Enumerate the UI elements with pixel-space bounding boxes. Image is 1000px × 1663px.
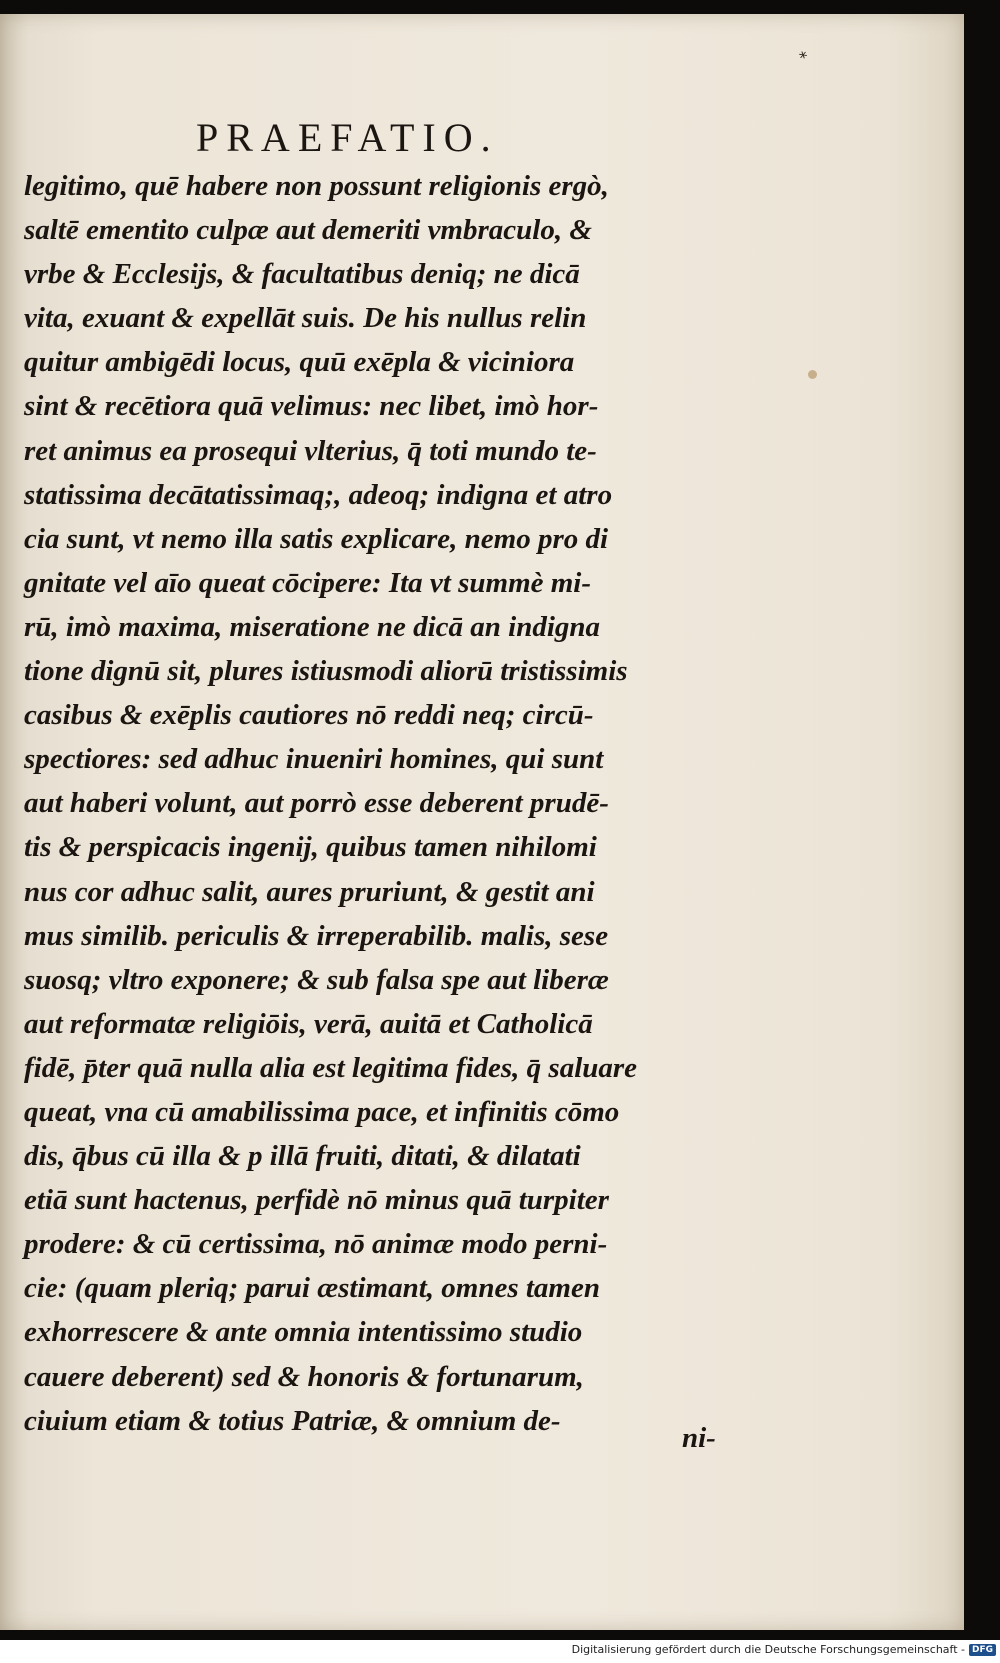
text-line: mus similib. periculis & irreperabilib. malis, sese bbox=[24, 919, 609, 952]
text-line: prodere: & cū certissima, nō animæ modo perni- bbox=[24, 1228, 608, 1261]
text-line: etiā sunt hactenus, perfidè nō minus quā turpiter bbox=[24, 1184, 609, 1217]
dfg-logo: DFG bbox=[969, 1644, 996, 1656]
text-line: saltē ementito culpæ aut demeriti vmbraculo, & bbox=[24, 214, 592, 247]
text-line: queat, vna cū amabilissima pace, et infinitis cōmo bbox=[24, 1095, 620, 1128]
funding-credit: Digitalisierung gefördert durch die Deutsche Forschungsgemeinschaft - bbox=[571, 1643, 965, 1656]
text-line: casibus & exēplis cautiores nō reddi neq; circū- bbox=[24, 699, 594, 732]
footer bbox=[572, 1643, 996, 1656]
text-line: tis & perspicacis ingenij, quibus tamen nihilomi bbox=[24, 831, 597, 864]
text-line: exhorrescere & ante omnia intentissimo studio bbox=[24, 1316, 583, 1349]
text-line: legitimo, quē habere non possunt religionis ergò, bbox=[24, 170, 609, 202]
text-line: aut reformatæ religiōis, verā, auitā et Catholicā bbox=[24, 1007, 593, 1040]
text-line: cie: (quam pleriq; parui æstimant, omnes tamen bbox=[24, 1272, 600, 1305]
text-line: aut haberi volunt, aut porrò esse deberent prudē- bbox=[24, 787, 609, 820]
text-line: cauere deberent) sed & honoris & fortunarum, bbox=[24, 1360, 584, 1393]
running-head: PRAEFATIO. bbox=[196, 115, 499, 160]
text-line: ciuium etiam & totius Patriæ, & omnium de- bbox=[24, 1404, 561, 1437]
text-line: tione dignū sit, plures istiusmodi aliorū tristissimis bbox=[24, 655, 628, 688]
text-line: gnitate vel aīo queat cōcipere: Ita vt summè mi- bbox=[24, 566, 592, 599]
text-line: spectiores: sed adhuc inueniri homines, qui sunt bbox=[24, 743, 604, 776]
text-line: rū, imò maxima, miseratione ne dicā an indigna bbox=[24, 610, 601, 643]
signature-mark: * bbox=[796, 47, 812, 68]
text-line: sint & recētiora quā velimus: nec libet, imò hor- bbox=[24, 390, 599, 423]
text-line: statissima decātatissimaq;, adeoq; indigna et atro bbox=[24, 478, 613, 511]
book-page bbox=[0, 14, 964, 1630]
paper-stain bbox=[808, 370, 817, 379]
text-line: vita, exuant & expellāt suis. De his nullus relin bbox=[24, 302, 587, 335]
text-line: vrbe & Ecclesijs, & facultatibus deniq; ne dicā bbox=[24, 258, 580, 291]
text-line: suosq; vltro exponere; & sub falsa spe aut liberæ bbox=[24, 963, 609, 996]
text-line: dis, q̄bus cū illa & p illā fruiti, ditati, & dilatati bbox=[24, 1140, 581, 1173]
text-block bbox=[24, 164, 744, 1443]
text-line: quitur ambigēdi locus, quū exēpla & viciniora bbox=[24, 346, 575, 379]
text-line: fidē, p̄ter quā nulla alia est legitima fides, q̄ saluare bbox=[24, 1051, 638, 1084]
text-line: nus cor adhuc salit, aures pruriunt, & gestit ani bbox=[24, 875, 595, 908]
text-line: cia sunt, vt nemo illa satis explicare, nemo pro di bbox=[24, 522, 609, 555]
catchword: ni- bbox=[682, 1422, 716, 1454]
text-line: ret animus ea prosequi vlterius, q̄ toti mundo te- bbox=[24, 434, 597, 467]
